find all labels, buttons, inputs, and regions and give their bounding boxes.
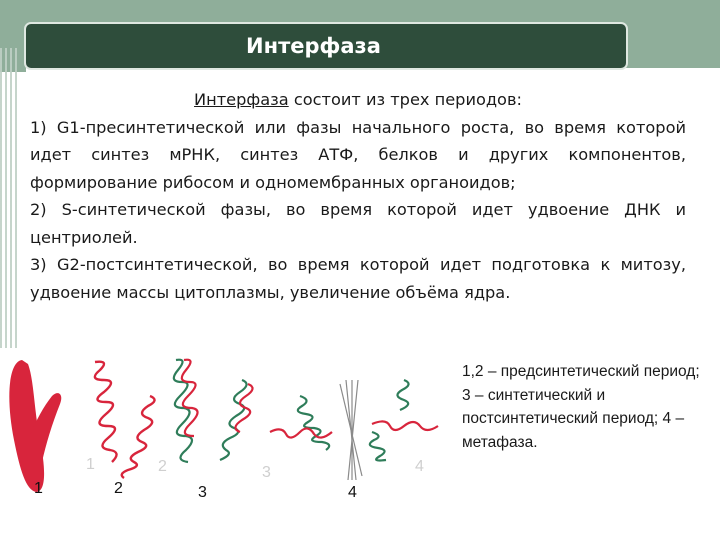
period-1: 1) G1-пресинтетической или фазы начального роста, во время которой идет синтез мРНК, синтез АТФ, белков и других компонентов, формирование рибосом и одномембранных органоидов; — [30, 117, 686, 192]
chromosome-figure — [0, 340, 460, 540]
figure-label-3: 3 — [198, 484, 207, 501]
faint-label-2: 2 — [158, 458, 167, 475]
chromosome-4 — [270, 380, 438, 480]
heading-keyword: Интерфаза — [194, 90, 289, 109]
decorative-stripes — [0, 48, 20, 348]
slide-title: Интерфаза — [246, 34, 381, 58]
heading-rest: состоит из трех периодов: — [288, 90, 522, 109]
period-2: 2) S-синтетической фазы, во время которой идет удвоение ДНК и центриолей. — [30, 200, 686, 247]
chromosome-3 — [174, 360, 253, 462]
faint-label-3: 3 — [262, 464, 271, 481]
faint-label-4: 4 — [415, 458, 424, 475]
title-bar — [24, 22, 628, 70]
faint-label-1: 1 — [86, 456, 95, 473]
figure-caption: 1,2 – предсинтетический период; 3 – синтетический и постсинтетический период; 4 – метафаза. — [462, 363, 700, 451]
chromosome-1 — [9, 360, 61, 492]
figure-label-1: 1 — [34, 480, 43, 497]
body-heading — [30, 86, 686, 114]
body-text — [30, 86, 686, 306]
chromosome-2 — [95, 362, 155, 478]
figure-label-4: 4 — [348, 484, 357, 501]
period-3: 3) G2-постсинтетической, во время которой идет подготовка к митозу, удвоение массы цитоплазмы, увеличение объёма ядра. — [30, 255, 686, 302]
figure-label-2: 2 — [114, 480, 123, 497]
